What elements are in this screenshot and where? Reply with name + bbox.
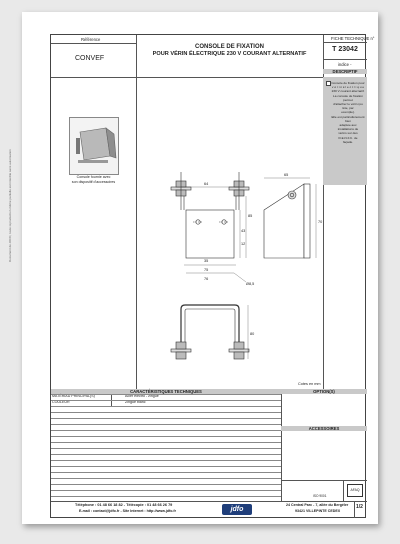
footer-address-1: 24 Central Parc - 7, allée du Bergéler [286,503,349,507]
char-row-1-label: MATÉRIAU PRINCIPAL(S) [52,394,95,398]
options-title: OPTION(S) [313,389,335,394]
dim-85: 85 [248,214,253,218]
dim-43: 43 [241,229,246,233]
doc-title-2: POUR VÉRIN ÉLECTRIQUE 230 V COURANT ALTERNATIF [152,51,307,57]
footer-address-2: 93421 VILLEPINTE CEDEX [295,509,341,513]
doc-title-1: CONSOLE DE FIXATION [195,44,264,50]
char-row-1-value: Acier électro - zingué [125,394,159,398]
dim-35: 35 [204,259,209,263]
descriptif-text: Console de fixation pour v é r i n é l e c t r i q u e 230 V courant alternatif. La console de fixation permet d'attacher le vérin (ou tête, par exemple). Elle est particulièrement bien adaptée aux installations de vérins sur des D.E.N.F.C. de façade. [331,81,365,144]
dim-75: 75 [204,268,209,272]
photo-caption-1: Console fournie avec [76,175,111,179]
char-row-2-value: Zingué blanc [125,400,146,404]
jdfo-logo: jdfo [222,504,252,515]
side-copyright: Document de JDFO, toute reproduction même partielle est interdite sans autorisation [8,149,12,262]
product-photo [69,117,119,175]
descriptif-panel [323,77,367,185]
sheet-number: T 23042 [332,46,358,53]
accessories-title: ACCESSOIRES [308,426,340,431]
dim-70: 70 [318,220,323,224]
characteristics-title: CARACTÉRISTIQUES TECHNIQUES [130,389,202,394]
dim-65: 65 [284,173,289,177]
iso-label: ISO 9001 [313,494,327,498]
descriptif-title: DESCRIPTIF [323,69,367,74]
reference-label: Référence [81,37,101,42]
photo-illustration [70,118,118,174]
footer-phone: Téléphone : 01 48 66 18 82 - Télécopie : 01 48 66 26 79 [75,503,173,507]
index-label: indice - [338,62,352,67]
dim-80: 80 [250,332,255,336]
reference-value: CONVEF [75,55,105,62]
dim-diameter: Ø8,5 [246,282,255,286]
units-note: Cotes en mm [298,382,321,386]
sheet-label: FICHE TECHNIQUE n° [331,36,375,41]
photo-caption-2: son dispositif d'accessoires [71,180,116,184]
dim-12: 12 [241,242,246,246]
dim-64: 64 [204,182,209,186]
front-bolt-left [171,172,191,210]
technical-drawing [136,77,323,389]
footer-email: E-mail : contact@jdfo.fr - Site Internet : http://www.jdfo.fr [79,509,177,513]
sheet-frame [50,34,375,518]
dim-76: 76 [204,277,209,281]
document-sheet [8,12,378,524]
page-number: 1/2 [356,504,363,510]
char-row-2-label: COULEUR [52,400,70,404]
afaq-logo: AFAQ [347,484,363,497]
